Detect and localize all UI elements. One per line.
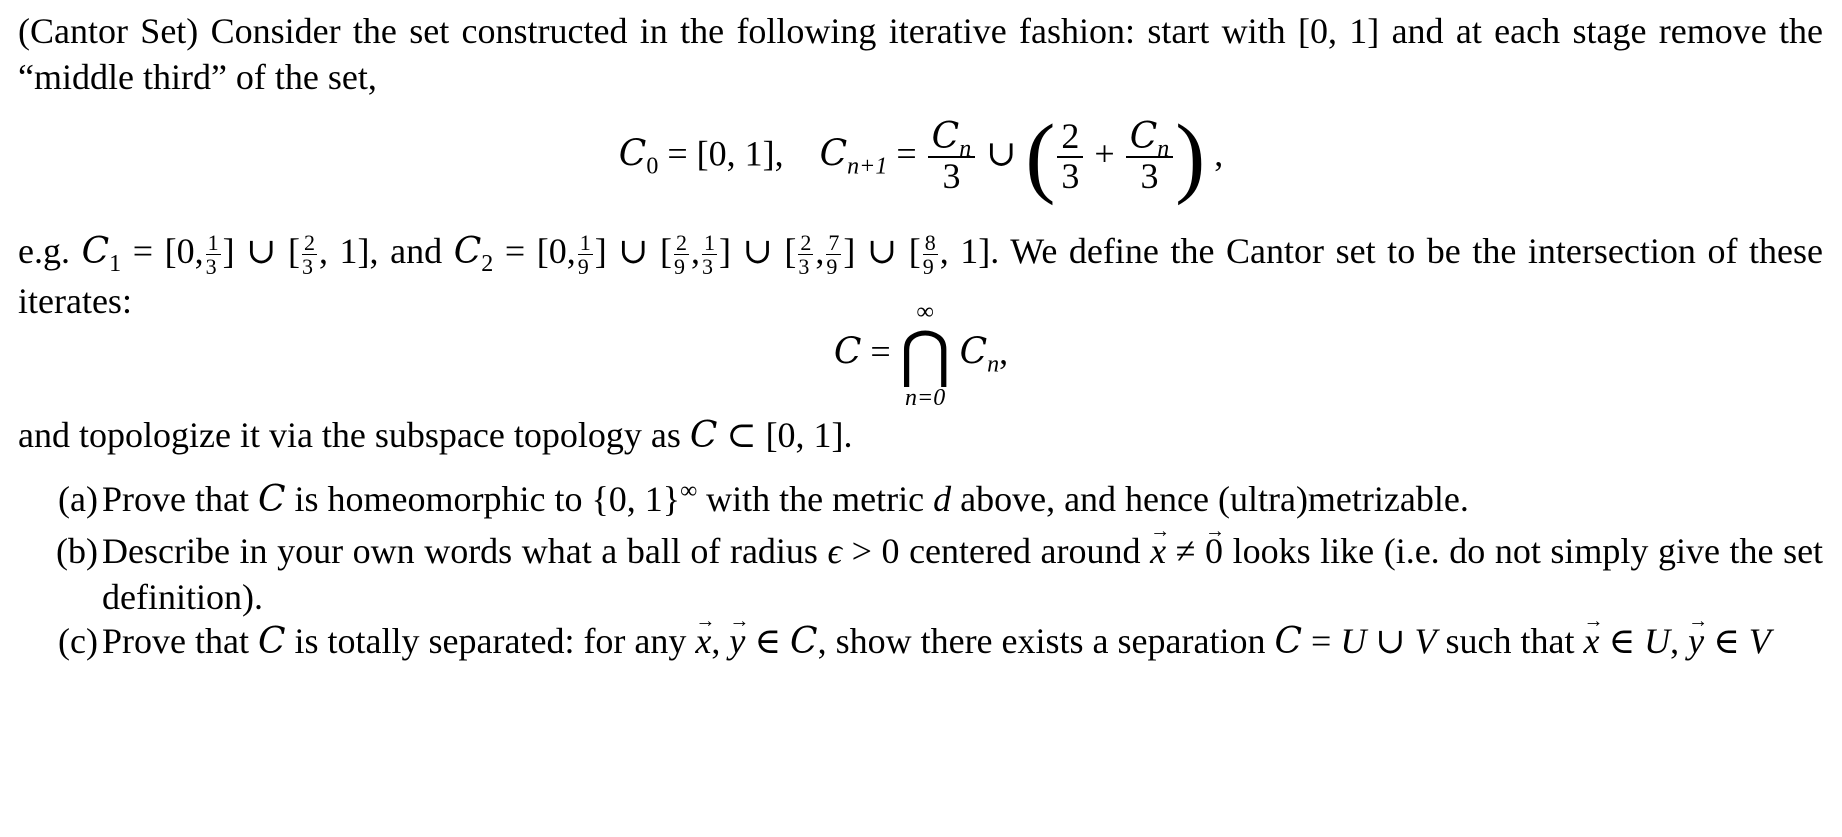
topology-paragraph: and topologize it via the subspace topology as C ⊂ [0, 1].: [18, 415, 853, 456]
eg-text: e.g.: [18, 231, 70, 271]
part-b-text: Describe in your own words what a ball of radius ϵ > 0 centered around → x ≠ → 0 looks like (i.e. do not simply give the set definition).: [102, 528, 1823, 620]
left-paren: (: [1025, 107, 1056, 206]
big-intersection: ∞ ⋂ n=0: [899, 299, 951, 411]
definition-text: We define the Cantor set to be the intersection of these iterates:: [18, 231, 1824, 322]
union-symbol: ∪: [986, 133, 1017, 174]
part-c: [28, 618, 1823, 710]
right-paren: ): [1175, 107, 1206, 206]
cn1-symbol: C: [819, 133, 848, 175]
fraction-cn-over-3: $\frac{C_n}{3}$: [928, 118, 976, 196]
equals-sign: =: [896, 133, 917, 174]
cn1-subscript: n+1: [847, 153, 888, 180]
part-a-text: Prove that C is homeomorphic to {0, 1}∞ with the metric d above, and hence (ultra)metrizable.: [102, 478, 1469, 520]
part-b-label: (b): [56, 531, 98, 571]
cantor-set-symbol: C: [833, 331, 862, 373]
part-a-label: (a): [58, 479, 98, 519]
c0-subscript: 0: [646, 153, 659, 180]
equals-sign: =: [870, 331, 891, 372]
part-c-label: (c): [58, 621, 98, 661]
recursion-equation: [0, 107, 1842, 212]
c0-definition: = [0, 1],: [667, 133, 784, 174]
example-paragraph: e.g. $C_1 = [0$, $\frac{1}{3}$ ] ∪ [ $\frac{2}{3}$ , 1], and $C_2 = [0$, $\frac{1}{9}$ ] ∪ [ $\frac{2}{9}$ , $\frac{1}{3}$ ] ∪ [ $\frac{2}{3}$ , $\frac{7}{9}$ ] ∪ [ $\frac{8}{9}$ , 1]. We define the Cantor set to be the intersection of these iterates:: [18, 230, 1824, 322]
intro-text: (Cantor Set) Consider the set constructed in the following iterative fashion: start with [0, 1] and at each stage remove the “middle third” of the set,: [18, 11, 1823, 97]
intro-paragraph: [18, 8, 1823, 100]
fraction-2-over-3: $\frac{2}{3}$: [1057, 118, 1083, 196]
part-b: [28, 528, 1823, 620]
plus-sign: +: [1094, 133, 1115, 174]
fraction-cn-over-3-b: $\frac{C_n}{3}$: [1126, 118, 1174, 196]
c0-symbol: C: [618, 133, 647, 175]
part-c-text: Prove that C is totally separated: for any → x, → y ∈ C, show there exists a separation C = U ∪ V such that → x ∈ U, → y ∈ V: [102, 618, 1823, 665]
intersection-equation: C = ∞ ⋂ n=0 $C_n$,: [833, 299, 1009, 411]
eq1-comma: ,: [1214, 133, 1224, 174]
part-a: [28, 476, 1823, 522]
